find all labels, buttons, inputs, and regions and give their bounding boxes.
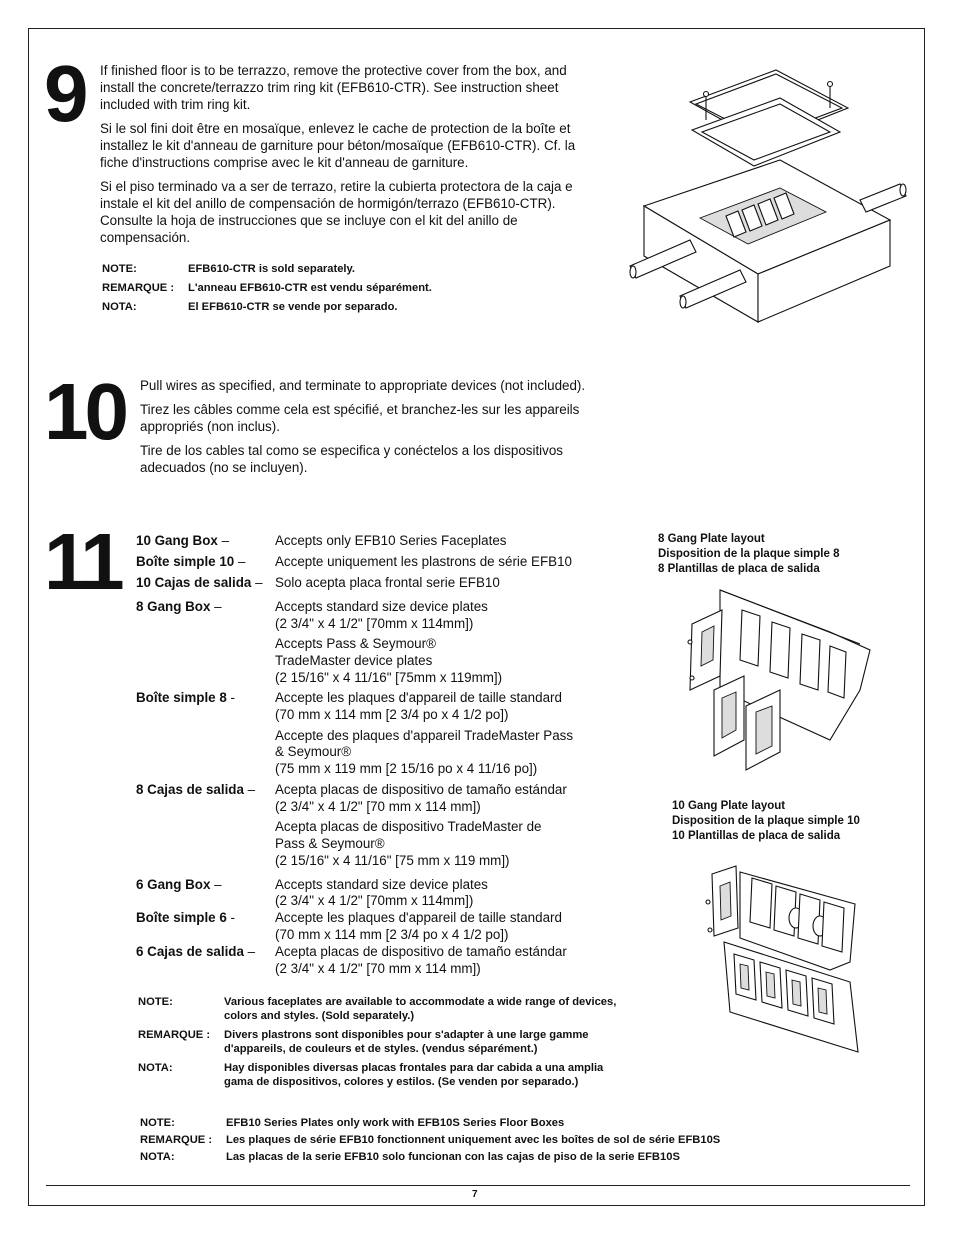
- note-text: EFB10 Series Plates only work with EFB10S Series Floor Boxes: [226, 1117, 565, 1129]
- spec-value: Acepta placas de dispositivo de tamaño estándar: [275, 782, 567, 797]
- step-10-english: Pull wires as specified, and terminate to appropriate devices (not included).: [140, 378, 586, 393]
- spec-value: Accepte des plaques d'appareil TradeMaster Pass: [275, 728, 574, 743]
- note-row: [102, 300, 432, 319]
- step-11-notes: [138, 995, 658, 1094]
- note-label: NOTA:: [140, 1151, 175, 1163]
- page-number: 7: [472, 1189, 478, 1200]
- note-text: Les plaques de série EFB10 fonctionnent uniquement avec les boîtes de sol de série EFB10S: [226, 1134, 721, 1146]
- 10-gang-plate-illustration: [700, 852, 870, 1062]
- step-11-number: 11: [44, 517, 121, 606]
- caption-line: 8 Plantillas de placa de salida: [658, 563, 820, 575]
- step-11-series-notes: [140, 1116, 720, 1169]
- spec-value: Solo acepta placa frontal serie EFB10: [275, 575, 500, 590]
- note-row: [140, 1150, 720, 1169]
- note-text: Las placas de la serie EFB10 solo funcionan con las cajas de piso de la serie EFB10S: [226, 1151, 680, 1163]
- step-9-notes: [102, 262, 432, 319]
- note-row: [138, 995, 658, 1028]
- note-label: NOTE:: [102, 263, 137, 275]
- step-10-spanish: Tire de los cables tal como se especifica y conéctelos a los dispositivos adecuados (no se incluyen).: [140, 443, 563, 475]
- spec-value: Accepts only EFB10 Series Faceplates: [275, 533, 507, 548]
- spec-label: 10 Gang Box –: [136, 533, 230, 548]
- spec-label: 6 Gang Box –: [136, 877, 222, 892]
- step-9-english: If finished floor is to be terrazzo, remove the protective cover from the box, and install the concrete/terrazzo trim ring kit (EFB610-CTR). See instruction sheet included with trim ring kit.: [100, 63, 567, 112]
- note-row: [138, 1061, 658, 1094]
- spec-label: 10 Cajas de salida –: [136, 575, 263, 590]
- spec-value: Accepts standard size device plates: [275, 877, 488, 892]
- note-row: [102, 281, 432, 300]
- note-row: [140, 1133, 720, 1150]
- step-9-spanish: Si el piso terminado va a ser de terrazo, retire la cubierta protectora de la caja e instale el kit del anillo de compensación de hormigón/terrazo (EFB610-CTR). Consulte la hoja de instrucciones que se incluye con el kit del anillo de compensación.: [100, 179, 573, 245]
- caption-line: Disposition de la plaque simple 8: [658, 548, 840, 560]
- note-row: [140, 1116, 720, 1133]
- note-text: El EFB610-CTR se vende por separado.: [188, 301, 398, 313]
- note-label: NOTE:: [138, 996, 173, 1008]
- caption-8-gang: [658, 532, 839, 577]
- spec-value: & Seymour®: [275, 744, 352, 759]
- spec-value: TradeMaster device plates: [275, 653, 433, 668]
- spec-value: Accepte uniquement les plastrons de série EFB10: [275, 554, 572, 569]
- note-text: L'anneau EFB610-CTR est vendu séparément.: [188, 282, 432, 294]
- spec-value: (2 15/16" x 4 11/16" [75mm x 119mm]): [275, 670, 503, 685]
- note-label: NOTE:: [140, 1117, 175, 1129]
- spec-label: 8 Cajas de salida –: [136, 782, 256, 797]
- note-label: NOTA:: [138, 1062, 173, 1074]
- caption-line: 8 Gang Plate layout: [658, 533, 765, 545]
- caption-line: Disposition de la plaque simple 10: [672, 815, 860, 827]
- 8-gang-plate-illustration: [680, 580, 880, 780]
- spec-value: (2 3/4" x 4 1/2" [70 mm x 114 mm]): [275, 799, 481, 814]
- spec-value: Accepte les plaques d'appareil de taille standard: [275, 910, 562, 925]
- spec-value: (70 mm x 114 mm [2 3/4 po x 4 1/2 po]): [275, 927, 509, 942]
- step-9-number: 9: [44, 49, 85, 138]
- spec-label: Boîte simple 10 –: [136, 554, 246, 569]
- note-text: EFB610-CTR is sold separately.: [188, 263, 356, 275]
- step-9-french: Si le sol fini doit être en mosaïque, enlevez le cache de protection de la boîte et installez le kit d'anneau de garniture pour béton/mosaïque (EFB610-CTR). Cf. la fiche d'instructions comprise avec le kit d'anneau de garniture.: [100, 121, 576, 170]
- note-text: Various faceplates are available to accommodate a wide range of devices, colors and styles. (Sold separately.): [224, 996, 617, 1022]
- spec-label: Boîte simple 8 -: [136, 690, 235, 705]
- step-10-french: Tirez les câbles comme cela est spécifié, et branchez-les sur les appareils appropriés (non inclus).: [140, 402, 580, 434]
- note-label: REMARQUE :: [140, 1134, 213, 1146]
- floor-box-illustration: [630, 60, 910, 330]
- spec-value: (2 15/16" x 4 11/16" [75 mm x 119 mm]): [275, 853, 510, 868]
- spec-value: Acepta placas de dispositivo de tamaño estándar: [275, 944, 567, 959]
- note-row: [138, 1028, 658, 1061]
- spec-value: (75 mm x 119 mm [2 15/16 po x 4 11/16 po]): [275, 761, 538, 776]
- spec-value: Acepta placas de dispositivo TradeMaster de: [275, 819, 542, 834]
- caption-line: 10 Gang Plate layout: [672, 800, 786, 812]
- spec-label: 6 Cajas de salida –: [136, 944, 256, 959]
- spec-value: (70 mm x 114 mm [2 3/4 po x 4 1/2 po]): [275, 707, 509, 722]
- spec-label: 8 Gang Box –: [136, 599, 222, 614]
- note-text: Divers plastrons sont disponibles pour s'adapter à une large gamme d'appareils, de couleurs et de styles. (vendus séparément.): [224, 1029, 589, 1055]
- caption-line: 10 Plantillas de placa de salida: [672, 830, 841, 842]
- note-label: REMARQUE :: [102, 282, 175, 294]
- spec-value: Accepts standard size device plates: [275, 599, 488, 614]
- spec-value: Pass & Seymour®: [275, 836, 385, 851]
- step-10-number: 10: [44, 367, 125, 456]
- spec-value: (2 3/4" x 4 1/2" [70mm x 114mm]): [275, 893, 474, 908]
- note-label: NOTA:: [102, 301, 137, 313]
- note-row: [102, 262, 432, 281]
- spec-value: (2 3/4" x 4 1/2" [70mm x 114mm]): [275, 616, 474, 631]
- spec-value: (2 3/4" x 4 1/2" [70 mm x 114 mm]): [275, 961, 481, 976]
- note-label: REMARQUE :: [138, 1029, 211, 1041]
- spec-label: Boîte simple 6 -: [136, 910, 235, 925]
- note-text: Hay disponibles diversas placas frontales para dar cabida a una amplia gama de dispositivos, colores y estilos. (Se venden por separado.): [224, 1062, 604, 1088]
- spec-value: Accepte les plaques d'appareil de taille standard: [275, 690, 562, 705]
- caption-10-gang: [672, 799, 860, 844]
- footer-rule: [46, 1185, 910, 1186]
- spec-value: Accepts Pass & Seymour®: [275, 636, 436, 651]
